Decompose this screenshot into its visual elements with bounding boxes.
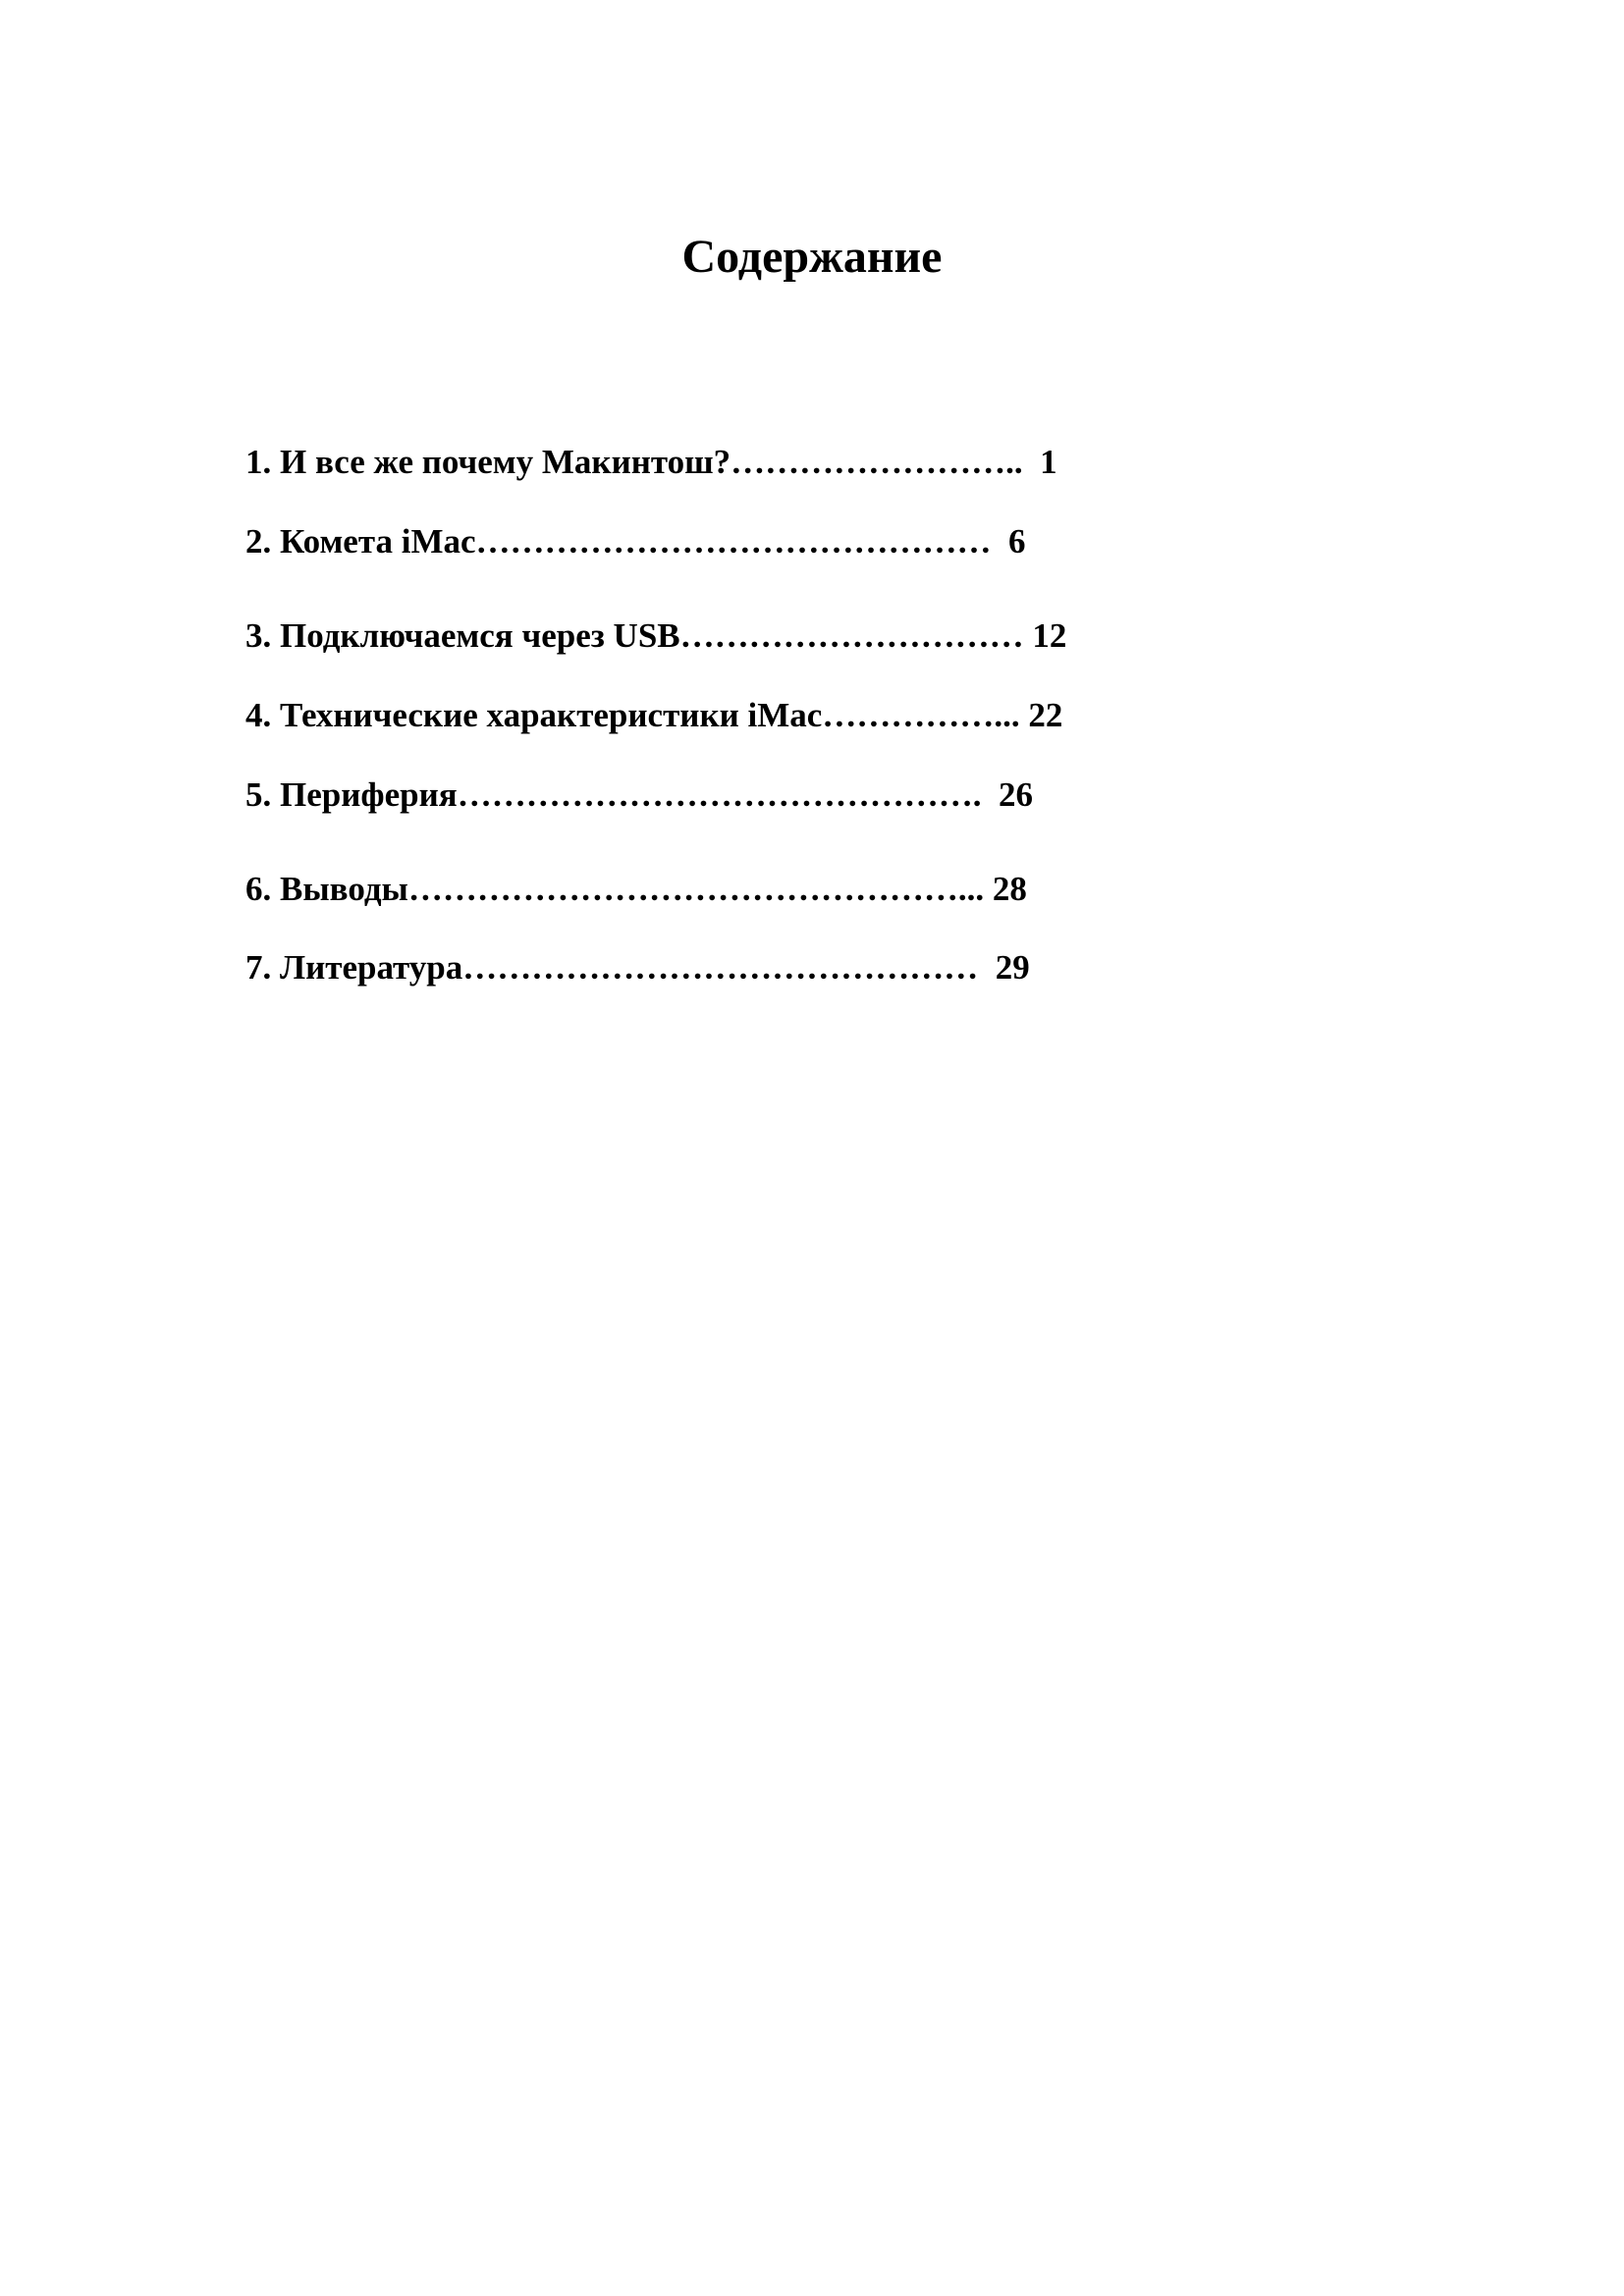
toc-entry-7: 7. Литература……………………………………… 29 <box>245 948 1030 987</box>
toc-entry-2: 2. Комета iMac……………………………………… 6 <box>245 522 1026 561</box>
toc-entry-3: 3. Подключаемся через USB………………………… 12 <box>245 616 1067 655</box>
toc-entry-6: 6. Выводы…………………………………………... 28 <box>245 870 1027 908</box>
toc-entry-1: 1. И все же почему Макинтош?…………………….. 1 <box>245 443 1057 481</box>
toc-entry-4: 4. Технические характеристики iMac……………... 22 <box>245 696 1063 734</box>
toc-entry-5: 5. Периферия………………………………………. 26 <box>245 775 1033 814</box>
page-title: Содержание <box>681 231 943 283</box>
